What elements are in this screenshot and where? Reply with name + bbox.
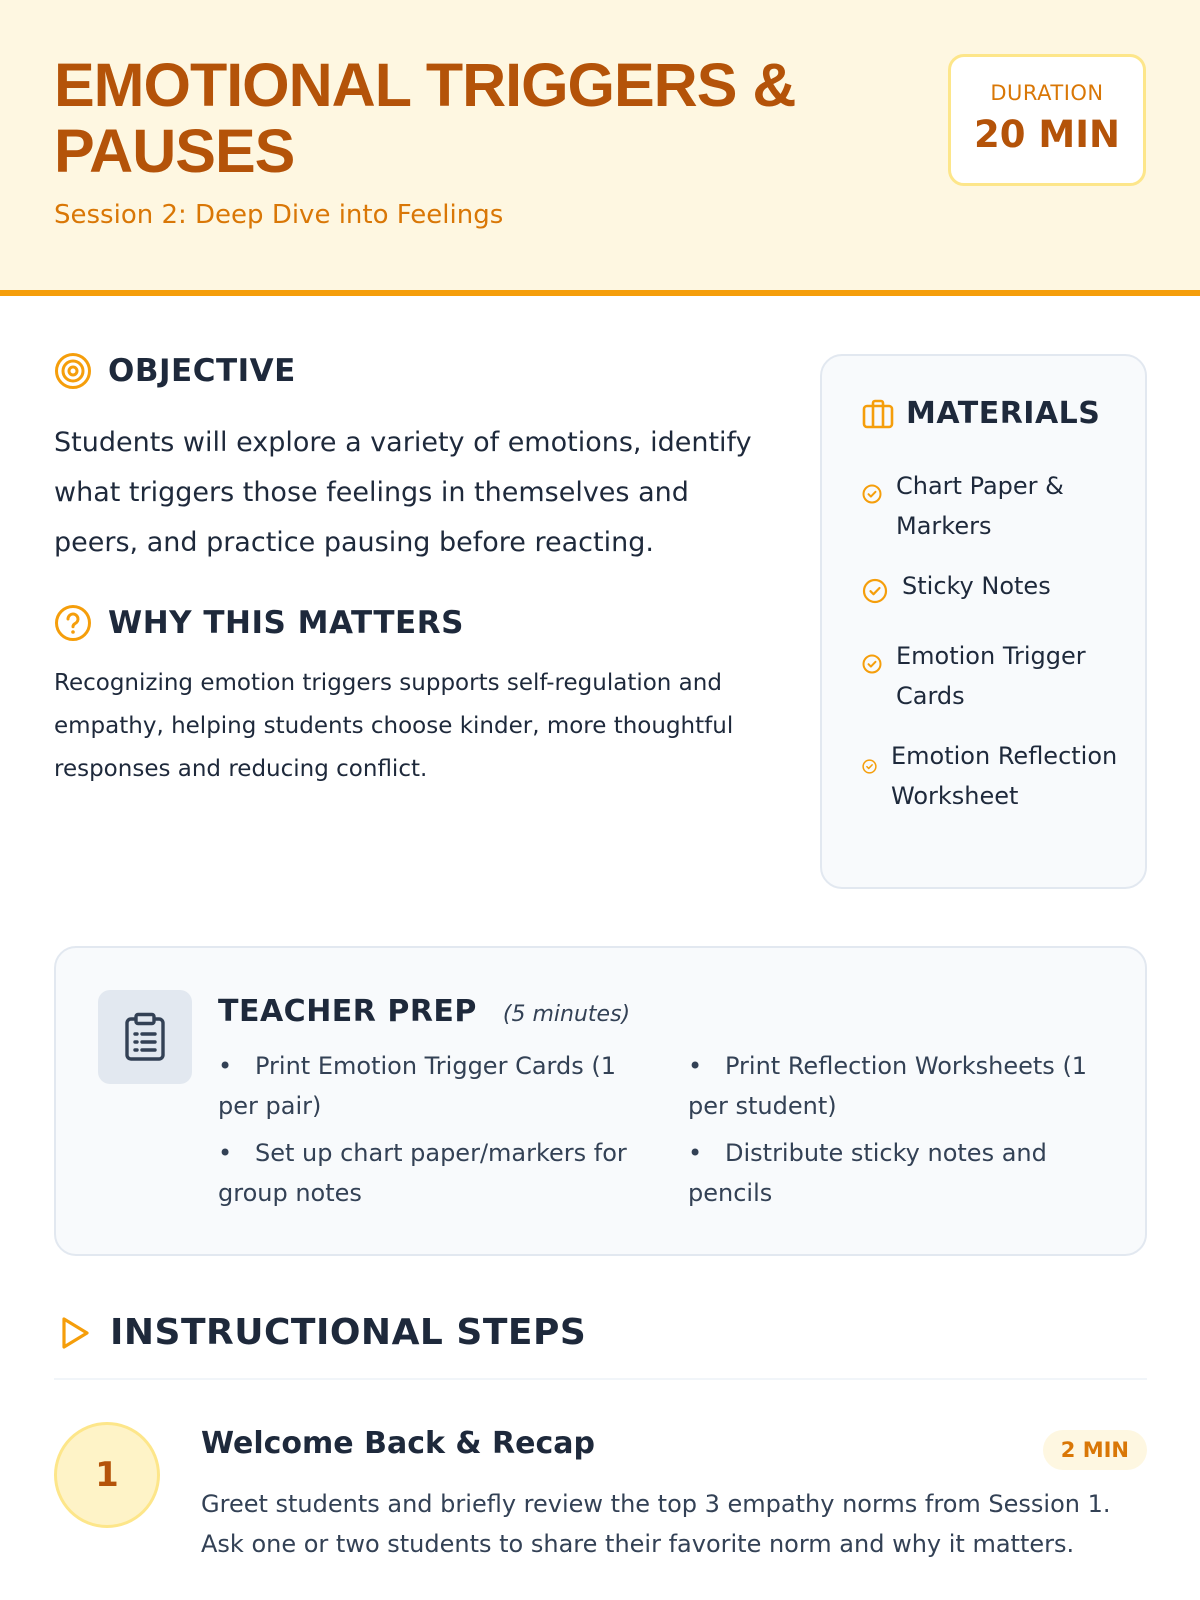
prep-task: Set up chart paper/markers for group notes bbox=[218, 1139, 627, 1207]
list-item: • Distribute sticky notes and pencils bbox=[688, 1139, 1047, 1207]
material-label: Chart Paper & Markers bbox=[896, 472, 1064, 540]
prep-task: Print Emotion Trigger Cards (1 per pair) bbox=[218, 1052, 616, 1120]
step-time-badge: 2 MIN bbox=[1043, 1430, 1147, 1470]
steps-title: INSTRUCTIONAL STEPS bbox=[110, 1312, 587, 1353]
session-subtitle: Session 2: Deep Dive into Feelings bbox=[54, 200, 504, 230]
why-text: Recognizing emotion triggers supports self-regulation and empathy, helping students choose kinder, more thoughtful responses and reducing conflict. bbox=[54, 670, 734, 782]
page-title: EMOTIONAL TRIGGERS & PAUSES bbox=[54, 51, 796, 185]
briefcase-icon bbox=[862, 399, 894, 429]
duration-label: DURATION bbox=[990, 81, 1104, 105]
prep-task: Print Reflection Worksheets (1 per student) bbox=[688, 1052, 1088, 1120]
objective-text: Students will explore a variety of emotions, identify what triggers those feelings in themselves and peers, and practice pausing before reacting. bbox=[54, 427, 752, 558]
material-label: Emotion Trigger Cards bbox=[896, 642, 1086, 710]
materials-heading bbox=[862, 396, 1100, 431]
step-title: Welcome Back & Recap bbox=[201, 1426, 595, 1461]
list-item bbox=[862, 566, 1122, 616]
check-circle-icon bbox=[862, 646, 882, 686]
help-circle-icon bbox=[54, 604, 92, 642]
materials-card bbox=[820, 354, 1147, 889]
check-circle-icon bbox=[862, 576, 888, 616]
list-item bbox=[862, 466, 1122, 546]
list-item bbox=[862, 736, 1122, 816]
prep-title: TEACHER PREP bbox=[218, 994, 477, 1029]
clipboard-icon bbox=[123, 1012, 167, 1062]
play-icon bbox=[58, 1315, 92, 1351]
check-circle-icon bbox=[862, 746, 877, 786]
prep-duration: (5 minutes) bbox=[502, 1002, 631, 1027]
step-description: Greet students and briefly review the top 3 empathy norms from Session 1. Ask one or two students to share their favorite norm and why it matters. bbox=[201, 1490, 1111, 1558]
divider bbox=[54, 1378, 1147, 1380]
material-label: Emotion Reflection Worksheet bbox=[891, 742, 1118, 810]
prep-task: Distribute sticky notes and pencils bbox=[688, 1139, 1047, 1207]
steps-heading bbox=[58, 1312, 586, 1353]
why-heading bbox=[54, 604, 464, 642]
check-circle-icon bbox=[862, 476, 882, 516]
list-item bbox=[862, 636, 1122, 716]
step-1 bbox=[54, 1420, 1147, 1580]
target-icon bbox=[54, 352, 92, 390]
objective-title: OBJECTIVE bbox=[108, 353, 296, 389]
material-label: Sticky Notes bbox=[902, 572, 1051, 600]
page-header bbox=[0, 0, 1200, 296]
prep-list-left bbox=[218, 1046, 628, 1220]
step-number: 1 bbox=[54, 1422, 160, 1528]
list-item: • Print Reflection Worksheets (1 per student) bbox=[688, 1052, 1088, 1120]
objective-heading bbox=[54, 352, 296, 390]
materials-title: MATERIALS bbox=[906, 396, 1101, 431]
clipboard-icon-box bbox=[98, 990, 192, 1084]
list-item: • Print Emotion Trigger Cards (1 per pair) bbox=[218, 1052, 616, 1120]
prep-list-right bbox=[688, 1046, 1098, 1220]
prep-heading bbox=[218, 994, 630, 1029]
materials-list bbox=[862, 466, 1122, 836]
duration-value: 20 MIN bbox=[974, 113, 1120, 156]
list-item: • Set up chart paper/markers for group notes bbox=[218, 1139, 627, 1207]
why-title: WHY THIS MATTERS bbox=[108, 605, 464, 641]
duration-card bbox=[948, 54, 1146, 186]
teacher-prep-card bbox=[54, 946, 1147, 1256]
